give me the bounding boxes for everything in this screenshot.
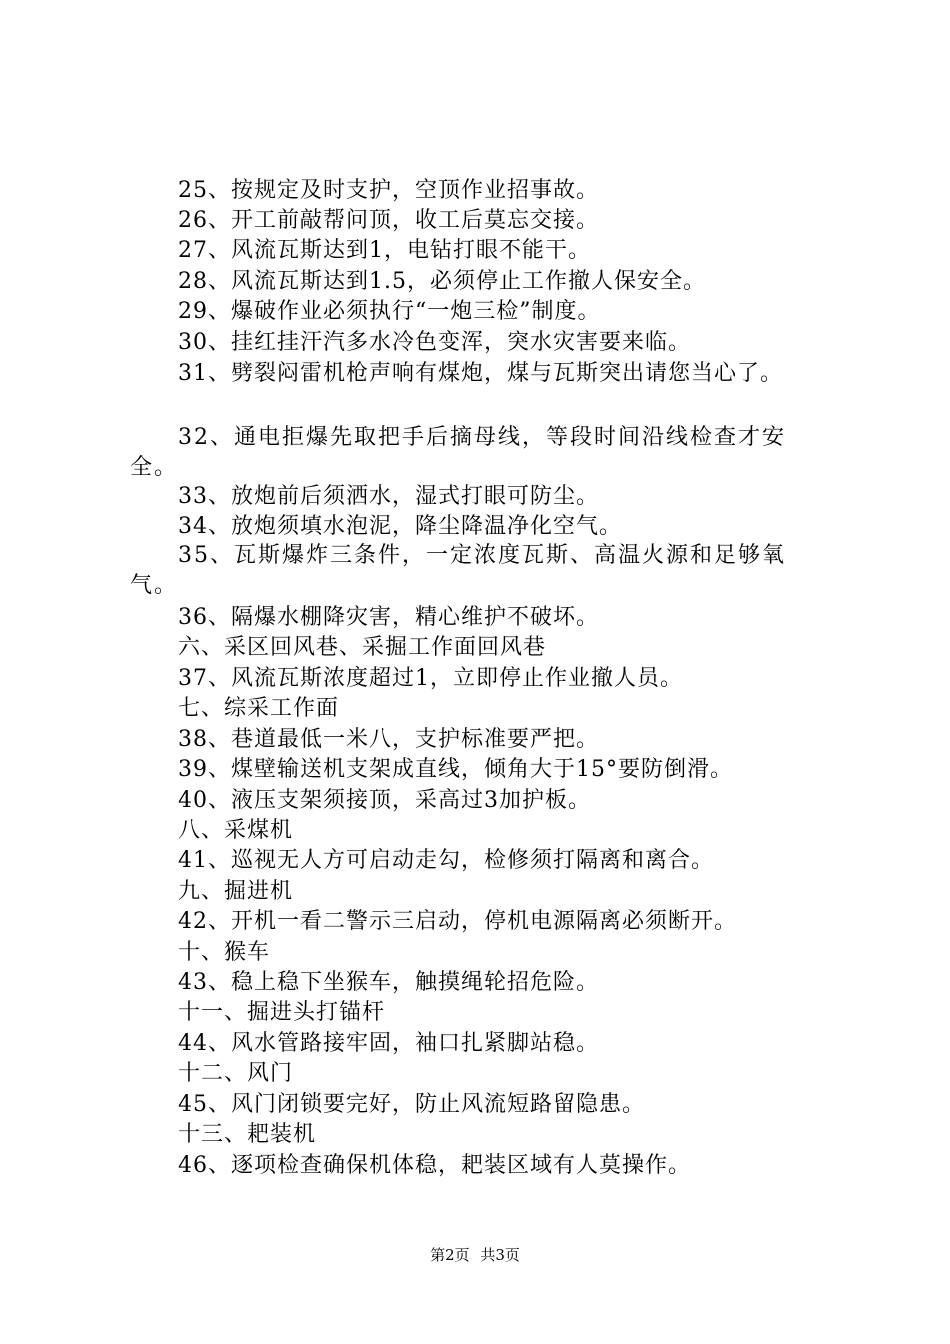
section-heading: 十一、掘进头打锚杆 [178, 1000, 386, 1025]
page-footer [0, 1245, 950, 1265]
section-heading: 十、猴车 [178, 940, 271, 965]
text-line: 38、巷道最低一米八，支护标准要严把。 [178, 727, 599, 752]
text-line: 46、逐项检查确保机体稳，耙装区域有人莫操作。 [178, 1153, 691, 1178]
section-heading: 十三、耙装机 [178, 1122, 317, 1147]
section-heading: 七、综采工作面 [178, 696, 340, 721]
text-line: 44、风水管路接牢固，袖口扎紧脚站稳。 [178, 1031, 599, 1056]
text-line: 33、放炮前后须洒水，湿式打眼可防尘。 [178, 484, 599, 509]
section-heading: 九、掘进机 [178, 879, 294, 904]
text-line: 40、液压支架须接顶，采高过3加护板。 [178, 788, 591, 813]
text-line: 36、隔爆水棚降灾害，精心维护不破坏。 [178, 605, 599, 630]
section-heading: 十二、风门 [178, 1061, 294, 1086]
text-line: 41、巡视无人方可启动走勾，检修须打隔离和离合。 [178, 848, 714, 873]
text-line: 34、放炮须填水泡泥，降尘降温净化空气。 [178, 514, 622, 539]
text-line-wrapped: 35、瓦斯爆炸三条件，一定浓度瓦斯、高温火源和足够氧气。 [130, 543, 786, 598]
text-line-wrapped: 32、通电拒爆先取把手后摘母线，等段时间沿线检查才安全。 [130, 425, 786, 480]
text-line: 39、煤壁输送机支架成直线，倾角大于15°要防倒滑。 [178, 757, 733, 782]
text-line: 45、风门闭锁要完好，防止风流短路留隐患。 [178, 1092, 645, 1117]
text-line: 31、劈裂闷雷机枪声响有煤炮，煤与瓦斯突出请您当心了。 [178, 361, 783, 386]
section-heading: 八、采煤机 [178, 818, 294, 843]
section-heading: 六、采区回风巷、采掘工作面回风巷 [178, 635, 547, 660]
page-total: 共3页 [480, 1246, 520, 1264]
text-line: 37、风流瓦斯浓度超过1，立即停止作业撤人员。 [178, 666, 683, 691]
text-line: 29、爆破作业必须执行“一炮三检”制度。 [178, 299, 601, 324]
text-line: 43、稳上稳下坐猴车，触摸绳轮招危险。 [178, 970, 599, 995]
text-line: 27、风流瓦斯达到1，电钻打眼不能干。 [178, 238, 591, 263]
text-line: 25、按规定及时支护，空顶作业招事故。 [178, 178, 599, 203]
page-number: 第2页 [430, 1246, 470, 1264]
text-line: 28、风流瓦斯达到1.5，必须停止工作撤人保安全。 [178, 269, 706, 294]
text-line: 42、开机一看二警示三启动，停机电源隔离必须断开。 [178, 909, 737, 934]
text-line: 26、开工前敲帮问顶，收工后莫忘交接。 [178, 208, 599, 233]
text-line: 30、挂红挂汗汽多水冷色变浑，突水灾害要来临。 [178, 330, 691, 355]
